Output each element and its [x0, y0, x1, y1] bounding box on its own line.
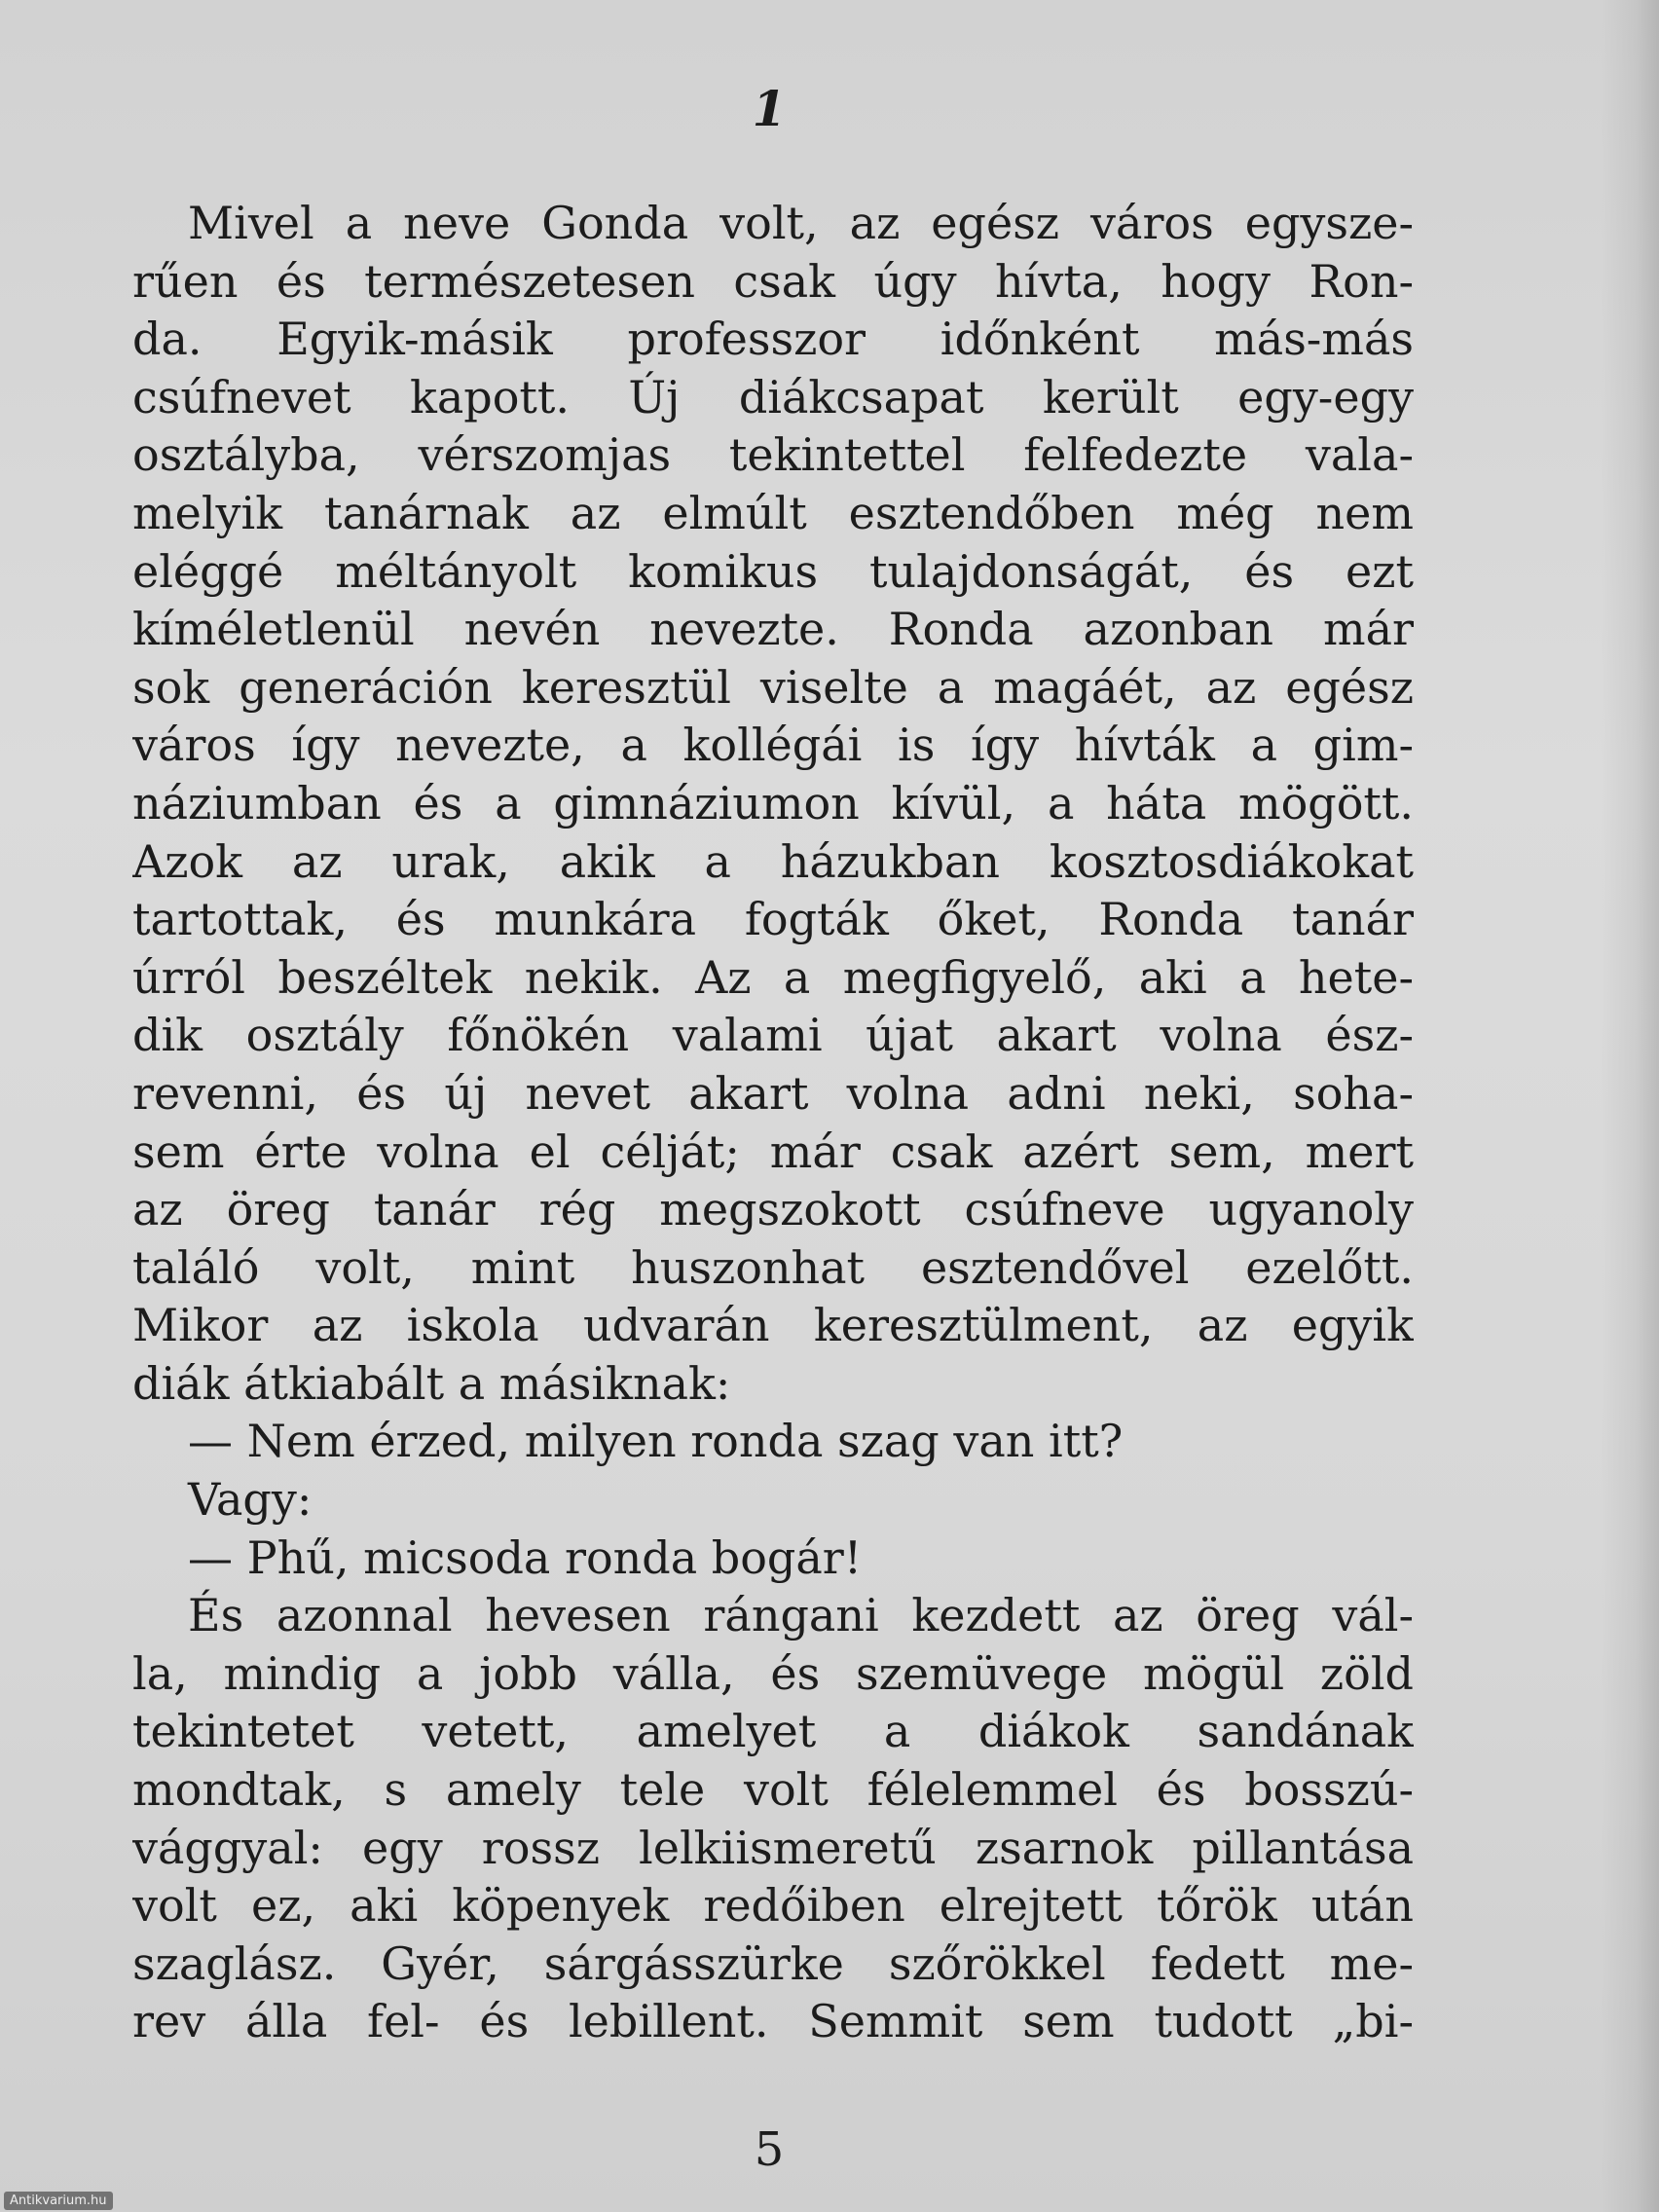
- text-line: tartottak, és munkára fogták őket, Ronda tanár: [132, 893, 1414, 946]
- dialogue-line: — Nem érzed, milyen ronda szag van itt?: [188, 1415, 1124, 1468]
- text-line: Mivel a neve Gonda volt, az egész város egysze-: [188, 197, 1414, 249]
- text-line: Azok az urak, akik a házukban kosztosdiákokat: [132, 834, 1414, 888]
- text-line: vággyal: egy rossz lelkiismeretű zsarnok pillantása: [132, 1821, 1414, 1874]
- text-line: diák átkiabált a másiknak:: [132, 1356, 731, 1410]
- text-line: tekintetet vetett, amelyet a diákok sandának: [132, 1705, 1414, 1758]
- chapter-number: 1: [752, 80, 787, 137]
- text-line: rev álla fel- és lebillent. Semmit sem tudott „bi-: [132, 1995, 1414, 2048]
- page-number: 5: [754, 2122, 785, 2177]
- text-line: osztályba, vérszomjas tekintettel felfedezte vala-: [132, 428, 1414, 482]
- page-fold-shadow: [1601, 0, 1659, 2212]
- text-line: la, mindig a jobb válla, és szemüvege mögül zöld: [132, 1646, 1414, 1700]
- text-line: úrról beszéltek nekik. Az a megfigyelő, aki a hete-: [132, 950, 1414, 1004]
- text-line: volt ez, aki köpenyek redőiben elrejtett tőrök után: [132, 1879, 1414, 1933]
- text-line: találó volt, mint huszonhat esztendővel ezelőtt.: [132, 1240, 1414, 1294]
- watermark: Antikvarium.hu: [4, 2192, 113, 2210]
- dialogue-line: Vagy:: [188, 1473, 313, 1527]
- text-line: az öreg tanár rég megszokott csúfneve ugyanoly: [132, 1183, 1414, 1236]
- text-line: revenni, és új nevet akart volna adni neki, soha-: [132, 1066, 1414, 1120]
- dialogue-line: — Phű, micsoda ronda bogár!: [188, 1530, 863, 1584]
- text-line: Mikor az iskola udvarán keresztülment, az egyik: [132, 1299, 1414, 1352]
- text-line: sok generáción keresztül viselte a magáét, az egész: [132, 660, 1414, 714]
- body-text: [132, 195, 1414, 2051]
- text-line: sem érte volna el célját; már csak azért sem, mert: [132, 1124, 1414, 1178]
- text-line: melyik tanárnak az elmúlt esztendőben még nem: [132, 486, 1414, 539]
- text-line: És azonnal hevesen rángani kezdett az öreg vál-: [188, 1589, 1414, 1642]
- text-line: rűen és természetesen csak úgy hívta, hogy Ron-: [132, 254, 1414, 308]
- text-line: csúfnevet kapott. Új diákcsapat került egy-egy: [132, 370, 1414, 424]
- text-line: da. Egyik-másik professzor időnként más-más: [132, 313, 1414, 366]
- text-line: náziumban és a gimnáziumon kívül, a háta mögött.: [132, 776, 1414, 830]
- text-line: eléggé méltányolt komikus tulajdonságát, és ezt: [132, 544, 1414, 598]
- text-line: mondtak, s amely tele volt félelemmel és bosszú-: [132, 1763, 1414, 1817]
- text-line: város így nevezte, a kollégái is így hívták a gim-: [132, 719, 1414, 772]
- text-line: dik osztály főnökén valami újat akart volna ész-: [132, 1009, 1414, 1062]
- text-line: szaglász. Gyér, sárgásszürke szőrökkel fedett me-: [132, 1936, 1414, 1990]
- text-line: kíméletlenül nevén nevezte. Ronda azonban már: [132, 603, 1414, 656]
